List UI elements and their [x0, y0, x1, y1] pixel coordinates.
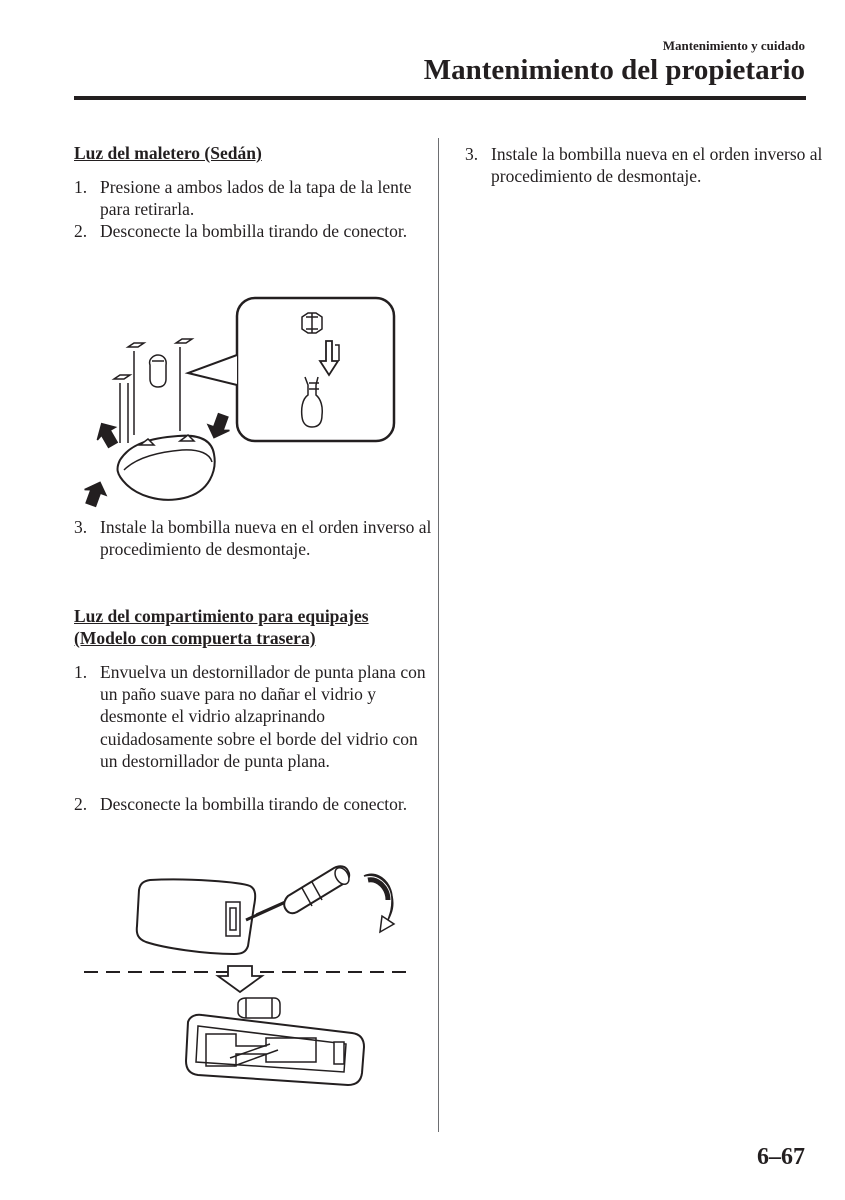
section-title: Mantenimiento y cuidado [662, 38, 805, 53]
step-text: Envuelva un destornillador de punta plana con un paño suave para no dañar el vidrio y desmonte el vidrio alzaprinando cuidadosamente sobre el borde del vidrio con un destornillador de punta plana. [100, 662, 426, 771]
step-number: 3. [74, 517, 88, 537]
trunk-step-2 [74, 220, 438, 242]
step-number: 2. [74, 794, 88, 814]
header-divider [74, 96, 806, 100]
step-number: 1. [74, 662, 88, 682]
step-text: Desconecte la bombilla tirando de conector. [100, 794, 408, 814]
right-step-3 [465, 143, 831, 187]
trunk-light-heading: Luz del maletero (Sedán) [74, 143, 262, 163]
step-number: 3. [465, 144, 479, 164]
step-text: Instale la bombilla nueva en el orden inverso al procedimiento de desmontaje. [100, 517, 432, 560]
page-title: Mantenimiento del propietario [423, 54, 805, 86]
step-text: Instale la bombilla nueva en el orden inverso al procedimiento de desmontaje. [491, 144, 823, 187]
trunk-step-3 [74, 516, 438, 560]
cargo-light-illustration [80, 862, 415, 1087]
step-number: 2. [74, 221, 88, 241]
step-text: Desconecte la bombilla tirando de conector. [100, 221, 408, 241]
step-text: Presione a ambos lados de la tapa de la lente para retirarla. [100, 177, 412, 220]
cargo-step-2 [74, 793, 438, 815]
cargo-light-heading-line2: (Modelo con compuerta trasera) [74, 628, 316, 648]
trunk-light-illustration [80, 295, 400, 510]
step-number: 1. [74, 177, 88, 197]
trunk-step-1 [74, 176, 438, 220]
column-divider [438, 138, 439, 1132]
page-number: 6–67 [757, 1144, 805, 1170]
cargo-light-heading-line1: Luz del compartimiento para equipajes [74, 606, 369, 626]
cargo-step-1 [74, 661, 438, 772]
